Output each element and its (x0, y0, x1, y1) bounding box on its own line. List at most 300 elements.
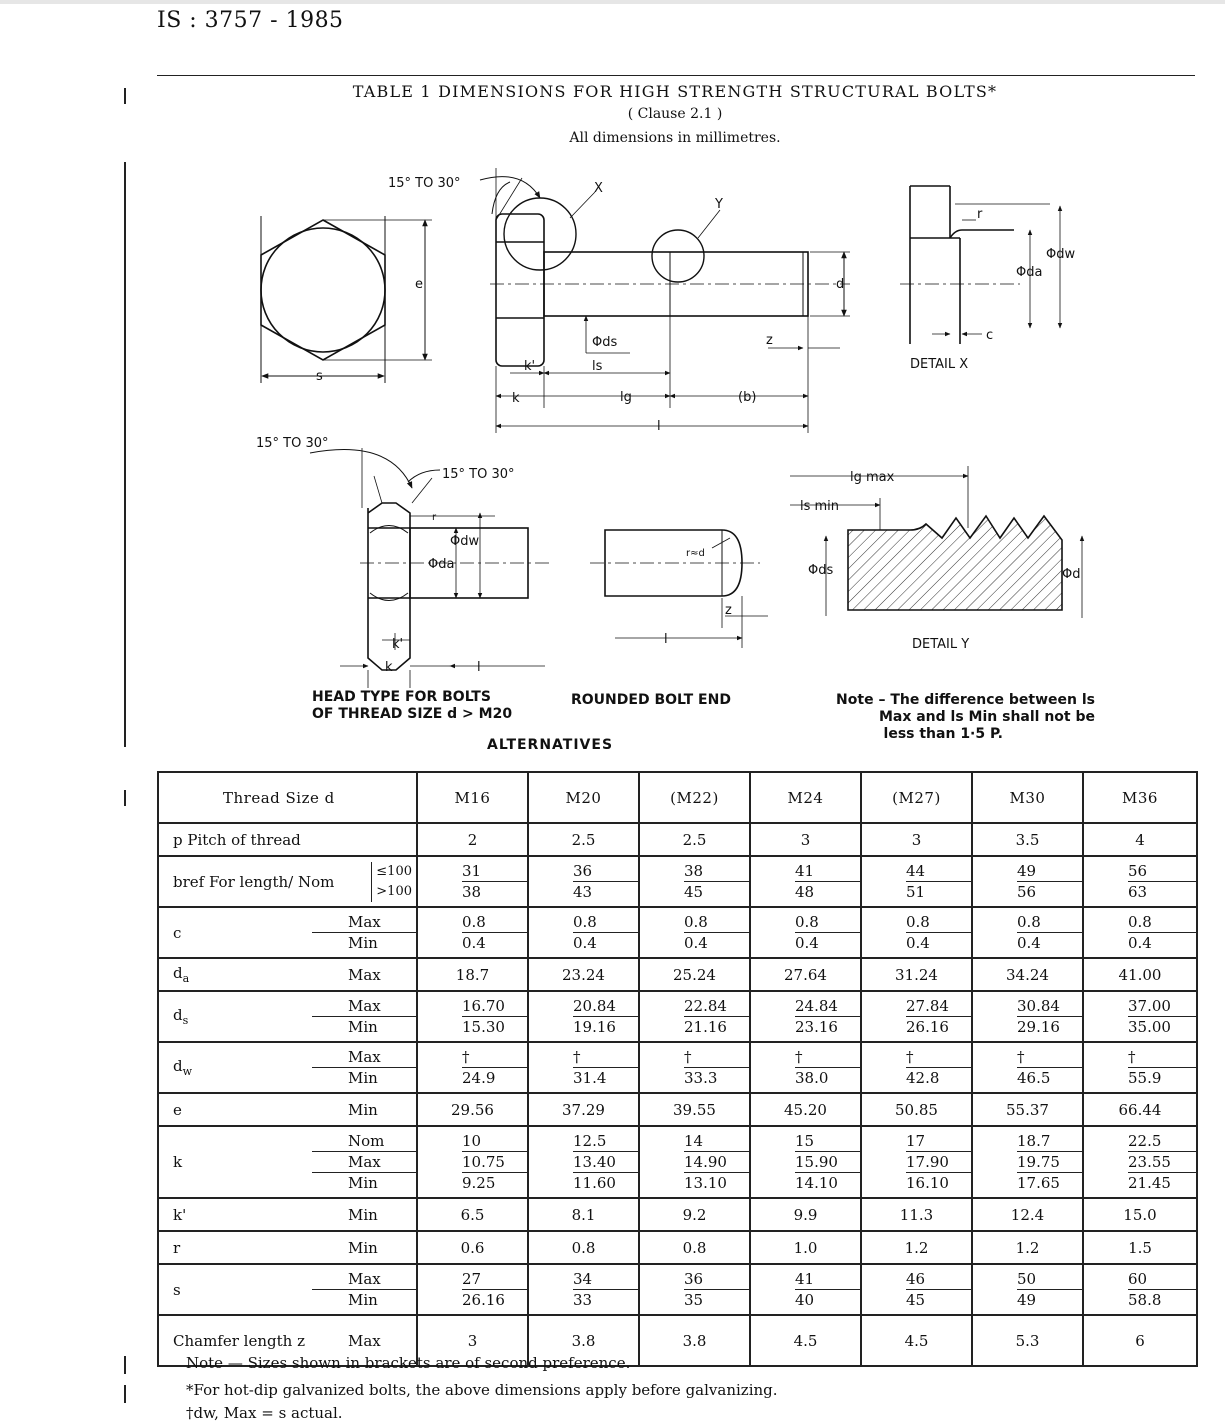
dim-da-label: Φda (1016, 265, 1043, 280)
bolt-side-view (480, 168, 850, 433)
caption-note (800, 692, 1095, 743)
dim-lg-label: lg (620, 390, 632, 405)
dim-c-label: c (986, 328, 994, 343)
angle-label: 15° TO 30° (256, 436, 329, 451)
value-cell (750, 1264, 861, 1315)
clause-reference: ( Clause 2.1 ) (627, 106, 723, 122)
value: 20.84 (573, 997, 616, 1015)
row-label: k' (173, 1205, 187, 1224)
value-cell (750, 856, 861, 907)
value-cell: 6.5 (417, 1198, 528, 1231)
value-cell: 39.55 (639, 1093, 750, 1126)
value: 10 (462, 1132, 482, 1150)
value: † (795, 1048, 803, 1066)
value-cell: 11.3 (861, 1198, 972, 1231)
value: 51 (906, 881, 971, 902)
value: 22.5 (1128, 1132, 1162, 1150)
value-cell (750, 1042, 861, 1093)
value: 0.8 (1128, 913, 1152, 931)
qualifier-stack (312, 1238, 416, 1258)
value: 15 (795, 1132, 815, 1150)
dim-da-label: Φda (428, 557, 455, 572)
value-cell (417, 1126, 528, 1198)
detail-y-view (790, 466, 1082, 618)
value-cell: 0.8 (528, 1231, 639, 1264)
caption-line: OF THREAD SIZE d > M20 (312, 706, 513, 722)
row-label-cell (158, 1198, 417, 1231)
caption-line: Max and ls Min shall not be (878, 709, 1095, 725)
value: 41 (795, 1270, 815, 1288)
value-cell (417, 1042, 528, 1093)
caption-line: HEAD TYPE FOR BOLTS (312, 689, 491, 705)
value-cell: 1.2 (972, 1231, 1083, 1264)
value: 24.84 (795, 997, 838, 1015)
value-cell: 31.24 (861, 958, 972, 991)
dim-e-label: e (415, 277, 423, 292)
note-galvanized: *For hot-dip galvanized bolts, the above dimensions apply before galvanizing. (186, 1381, 778, 1399)
value-cell (861, 856, 972, 907)
table-row-ds (158, 991, 1197, 1042)
dim-z-label: z (766, 333, 773, 348)
dimensions-table (157, 771, 1198, 1367)
value: 36 (573, 862, 593, 880)
value: 11.60 (573, 1172, 638, 1193)
value-cell: 5.3 (972, 1315, 1083, 1366)
value: 38 (684, 862, 704, 880)
value: 27 (462, 1270, 482, 1288)
value: 13.40 (573, 1151, 638, 1172)
revision-bar (124, 88, 126, 104)
row-label: bref For length/ Nom (173, 872, 335, 891)
value: 13.10 (684, 1172, 749, 1193)
value: 26.16 (906, 1016, 971, 1037)
value-cell: 15.0 (1083, 1198, 1197, 1231)
value: 31 (462, 862, 482, 880)
value-cell (417, 907, 528, 958)
qualifier-stack (312, 1205, 416, 1225)
value-cell (861, 907, 972, 958)
label-subscript: w (182, 1065, 193, 1078)
qualifier-stack (312, 1100, 416, 1120)
value-cell: 8.1 (528, 1198, 639, 1231)
value: 46 (906, 1270, 926, 1288)
value-cell (1083, 1042, 1197, 1093)
row-label-cell (158, 907, 417, 958)
value: 60 (1128, 1270, 1148, 1288)
value-cell (528, 991, 639, 1042)
value: 19.16 (573, 1016, 638, 1037)
value-cell (639, 991, 750, 1042)
value-cell (1083, 856, 1197, 907)
bolt-drawing (150, 158, 1110, 758)
value: 58.8 (1128, 1289, 1196, 1310)
qualifier-stack (312, 965, 416, 985)
value-cell: 23.24 (528, 958, 639, 991)
value-cell (639, 1264, 750, 1315)
value: 14.90 (684, 1151, 749, 1172)
value-cell (861, 1264, 972, 1315)
label-subscript: a (182, 972, 190, 985)
value: 23.16 (795, 1016, 860, 1037)
value: 34 (573, 1270, 593, 1288)
value: 16.10 (906, 1172, 971, 1193)
standard-code: IS : 3757 - 1985 (157, 8, 344, 33)
value: 0.4 (1128, 932, 1196, 953)
row-label (173, 964, 189, 985)
value-cell (750, 907, 861, 958)
dim-k-label: k (385, 660, 393, 675)
header-size: M16 (417, 772, 528, 823)
value: † (462, 1048, 470, 1066)
qualifier: Max (348, 913, 381, 931)
value: 35.00 (1128, 1016, 1196, 1037)
value-cell: 3 (417, 1315, 528, 1366)
value: 15.90 (795, 1151, 860, 1172)
qualifier: Min (312, 1289, 416, 1310)
table-title: TABLE 1 DIMENSIONS FOR HIGH STRENGTH STRUCTURAL BOLTS* (352, 82, 998, 101)
table-row-k (158, 1126, 1197, 1198)
qualifier: Max (348, 1048, 381, 1066)
value-cell: 18.7 (417, 958, 528, 991)
row-label: p Pitch of thread (158, 823, 417, 856)
qualifier-stack (312, 1047, 416, 1088)
caption-line: Note – The difference between ls (836, 692, 1095, 708)
value-cell (1083, 1126, 1197, 1198)
dim-ls-min-label: ls min (800, 499, 840, 514)
value: 49 (1017, 1289, 1082, 1310)
value-cell: 41.00 (1083, 958, 1197, 991)
row-label-cell (158, 856, 417, 907)
value: † (684, 1048, 692, 1066)
header-size: (M27) (861, 772, 972, 823)
value: 55.9 (1128, 1067, 1196, 1088)
value: 40 (795, 1289, 860, 1310)
value: 56 (1128, 862, 1148, 880)
value-cell: 3.8 (639, 1315, 750, 1366)
value: 22.84 (684, 997, 727, 1015)
dim-kprime-label: k' (392, 637, 404, 652)
dim-r-label: r (432, 512, 437, 523)
value-cell: 0.8 (639, 1231, 750, 1264)
table-row-bref (158, 856, 1197, 907)
caption-head-type (312, 689, 512, 723)
value: 36 (684, 1270, 704, 1288)
value-cell: 0.6 (417, 1231, 528, 1264)
value-cell (417, 1264, 528, 1315)
value-cell (972, 1126, 1083, 1198)
dim-l-label: l (657, 419, 661, 434)
value: 0.8 (906, 913, 930, 931)
row-label (173, 1057, 192, 1078)
value: 44 (906, 862, 926, 880)
value: 23.55 (1128, 1151, 1196, 1172)
revision-bar (124, 162, 126, 747)
value-cell: 3 (861, 823, 972, 856)
qualifier-stack (312, 912, 416, 953)
revision-bar (124, 1356, 126, 1374)
value: 24.9 (462, 1067, 527, 1088)
qualifier: Max (348, 1270, 381, 1288)
value: 0.8 (462, 913, 486, 931)
value: 0.4 (462, 932, 527, 953)
value: 0.4 (906, 932, 971, 953)
header-thread-size: Thread Size d (158, 772, 417, 823)
qualifier: Nom (348, 1132, 385, 1150)
dim-s-label: s (316, 369, 323, 384)
value-cell (528, 907, 639, 958)
value-cell (528, 1264, 639, 1315)
value-cell (972, 856, 1083, 907)
value-cell: 1.2 (861, 1231, 972, 1264)
row-label: k (173, 1153, 183, 1171)
sub-label: ≤100 (376, 863, 412, 879)
qualifier-stack (312, 1269, 416, 1310)
row-label-cell (158, 1264, 417, 1315)
value: 63 (1128, 881, 1196, 902)
value: 33 (573, 1289, 638, 1310)
dim-z-label: z (725, 603, 732, 618)
row-label (173, 1006, 188, 1027)
value: 37.00 (1128, 997, 1171, 1015)
table-body (158, 823, 1197, 1366)
label-subscript: s (182, 1014, 189, 1027)
dim-l-label: l (664, 632, 668, 647)
row-label: r (173, 1238, 181, 1257)
header-rule (157, 75, 1195, 76)
table-row-e (158, 1093, 1197, 1126)
row-label-cell (158, 1093, 417, 1126)
label-base: d (173, 964, 183, 982)
value-cell: 66.44 (1083, 1093, 1197, 1126)
dim-d-label: Φd (1062, 567, 1081, 582)
caption-alternatives: ALTERNATIVES (487, 737, 614, 753)
value: 45 (906, 1289, 971, 1310)
value-cell: 2 (417, 823, 528, 856)
header-size: M20 (528, 772, 639, 823)
value: 0.4 (1017, 932, 1082, 953)
qualifier: Max (348, 965, 381, 984)
table-row-c (158, 907, 1197, 958)
value-cell: 50.85 (861, 1093, 972, 1126)
value-cell (861, 991, 972, 1042)
value: 45 (684, 881, 749, 902)
value-cell (1083, 1264, 1197, 1315)
value: 48 (795, 881, 860, 902)
value-cell: 6 (1083, 1315, 1197, 1366)
value-cell: 45.20 (750, 1093, 861, 1126)
row-label-cell (158, 1231, 417, 1264)
value: † (1128, 1048, 1136, 1066)
qualifier-stack (312, 1131, 416, 1193)
value: 30.84 (1017, 997, 1060, 1015)
value: 0.4 (573, 932, 638, 953)
value: 0.8 (795, 913, 819, 931)
value: 10.75 (462, 1151, 527, 1172)
revision-bar (124, 1385, 126, 1403)
value-cell (639, 856, 750, 907)
value: 27.84 (906, 997, 949, 1015)
dim-ds-label: Φds (808, 563, 834, 578)
value-cell (972, 1042, 1083, 1093)
value: 29.16 (1017, 1016, 1082, 1037)
value: 16.70 (462, 997, 505, 1015)
qualifier: Max (348, 997, 381, 1015)
qualifier: Max (348, 1331, 381, 1350)
value-cell (528, 1126, 639, 1198)
value: † (1017, 1048, 1025, 1066)
value: 35 (684, 1289, 749, 1310)
value: 17.65 (1017, 1172, 1082, 1193)
qualifier-stack (312, 996, 416, 1037)
detail-y-caption: DETAIL Y (912, 637, 970, 652)
value-cell: 12.4 (972, 1198, 1083, 1231)
value-cell (972, 1264, 1083, 1315)
note-brackets: Note — Sizes shown in brackets are of second preference. (186, 1354, 631, 1372)
value-cell: 34.24 (972, 958, 1083, 991)
value-cell (972, 991, 1083, 1042)
value-cell (1083, 907, 1197, 958)
value-cell: 3.5 (972, 823, 1083, 856)
caption-rounded-end: ROUNDED BOLT END (571, 692, 731, 708)
row-label-cell (158, 958, 417, 991)
table-row-pitch (158, 823, 1197, 856)
value-cell (639, 1126, 750, 1198)
dim-k-label: k (512, 391, 520, 406)
value: 43 (573, 881, 638, 902)
value-cell (639, 1042, 750, 1093)
value-cell (528, 1042, 639, 1093)
row-label: Chamfer length z (173, 1331, 305, 1350)
value: 38 (462, 881, 527, 902)
dim-r-eq-d-label: r≈d (686, 548, 705, 559)
value: 21.45 (1128, 1172, 1196, 1193)
value: 14 (684, 1132, 704, 1150)
value: 17 (906, 1132, 926, 1150)
value-cell: 9.2 (639, 1198, 750, 1231)
value-cell: 1.5 (1083, 1231, 1197, 1264)
dim-b-label: (b) (738, 390, 757, 405)
value: 12.5 (573, 1132, 607, 1150)
table-row-kp (158, 1198, 1197, 1231)
rounded-bolt-end-view (590, 530, 768, 648)
value: 33.3 (684, 1067, 749, 1088)
header-size: M24 (750, 772, 861, 823)
value-cell (750, 991, 861, 1042)
value-cell (528, 856, 639, 907)
dim-dw-label: Φdw (1046, 247, 1076, 262)
value-cell: 37.29 (528, 1093, 639, 1126)
value: 42.8 (906, 1067, 971, 1088)
table-header-row (158, 772, 1197, 823)
value-cell (417, 991, 528, 1042)
value-cell: 55.37 (972, 1093, 1083, 1126)
value: 38.0 (795, 1067, 860, 1088)
top-border (0, 0, 1225, 4)
value: 0.8 (573, 913, 597, 931)
row-label: c (173, 923, 182, 942)
value: 41 (795, 862, 815, 880)
header-size: (M22) (639, 772, 750, 823)
value: 19.75 (1017, 1151, 1082, 1172)
qualifier: Min (348, 1205, 378, 1224)
sub-label: >100 (376, 883, 412, 899)
value-cell (1083, 991, 1197, 1042)
value: 0.8 (1017, 913, 1041, 931)
value: 17.90 (906, 1151, 971, 1172)
value-cell: 3.8 (528, 1315, 639, 1366)
value-cell (861, 1042, 972, 1093)
value: 31.4 (573, 1067, 638, 1088)
value-cell: 1.0 (750, 1231, 861, 1264)
value: 50 (1017, 1270, 1037, 1288)
value: 0.8 (684, 913, 708, 931)
value: 56 (1017, 881, 1082, 902)
value-cell: 2.5 (528, 823, 639, 856)
detail-x-marker: X (594, 181, 603, 196)
revision-bar (124, 790, 126, 806)
angle-label: 15° TO 30° (388, 176, 461, 191)
value-cell: 9.9 (750, 1198, 861, 1231)
row-label-cell (158, 1126, 417, 1198)
qualifier: Min (348, 1238, 378, 1257)
label-base: d (173, 1057, 183, 1075)
dim-l-label: l (477, 660, 481, 675)
dim-lg-max-label: lg max (850, 470, 895, 485)
value: 49 (1017, 862, 1037, 880)
label-base: d (173, 1006, 183, 1024)
value: 0.4 (684, 932, 749, 953)
row-label: s (173, 1280, 181, 1299)
value-cell (861, 1126, 972, 1198)
detail-y-marker: Y (715, 197, 723, 212)
dim-dw-label: Φdw (450, 534, 480, 549)
row-label: e (173, 1100, 182, 1119)
value-cell (750, 1126, 861, 1198)
bref-sub-labels (371, 862, 416, 902)
dim-r-label: r (977, 207, 983, 222)
qualifier: Min (312, 1067, 416, 1088)
value: 18.7 (1017, 1132, 1051, 1150)
value-cell: 2.5 (639, 823, 750, 856)
value: 26.16 (462, 1289, 527, 1310)
qualifier-stack (312, 1331, 416, 1351)
value: † (573, 1048, 581, 1066)
caption-line: less than 1·5 P. (883, 726, 1003, 742)
table-row-da (158, 958, 1197, 991)
note-dw: †dw, Max = s actual. (186, 1404, 343, 1422)
header-size: M36 (1083, 772, 1197, 823)
value-cell: 25.24 (639, 958, 750, 991)
qualifier: Max (312, 1151, 416, 1172)
dim-ds-label: Φds (592, 335, 618, 350)
qualifier: Min (312, 1016, 416, 1037)
value-cell: 3 (750, 823, 861, 856)
value-cell: 4 (1083, 823, 1197, 856)
value-cell (639, 907, 750, 958)
value-cell (972, 907, 1083, 958)
dim-kprime-label: k' (524, 359, 536, 374)
value: 0.4 (795, 932, 860, 953)
value: 46.5 (1017, 1067, 1082, 1088)
table-row-dw (158, 1042, 1197, 1093)
detail-x-caption: DETAIL X (910, 357, 969, 372)
value-cell: 4.5 (861, 1315, 972, 1366)
value-cell: 29.56 (417, 1093, 528, 1126)
value: 9.25 (462, 1172, 527, 1193)
hex-head-end-view (261, 216, 432, 383)
value-cell: 4.5 (750, 1315, 861, 1366)
value-cell: 27.64 (750, 958, 861, 991)
